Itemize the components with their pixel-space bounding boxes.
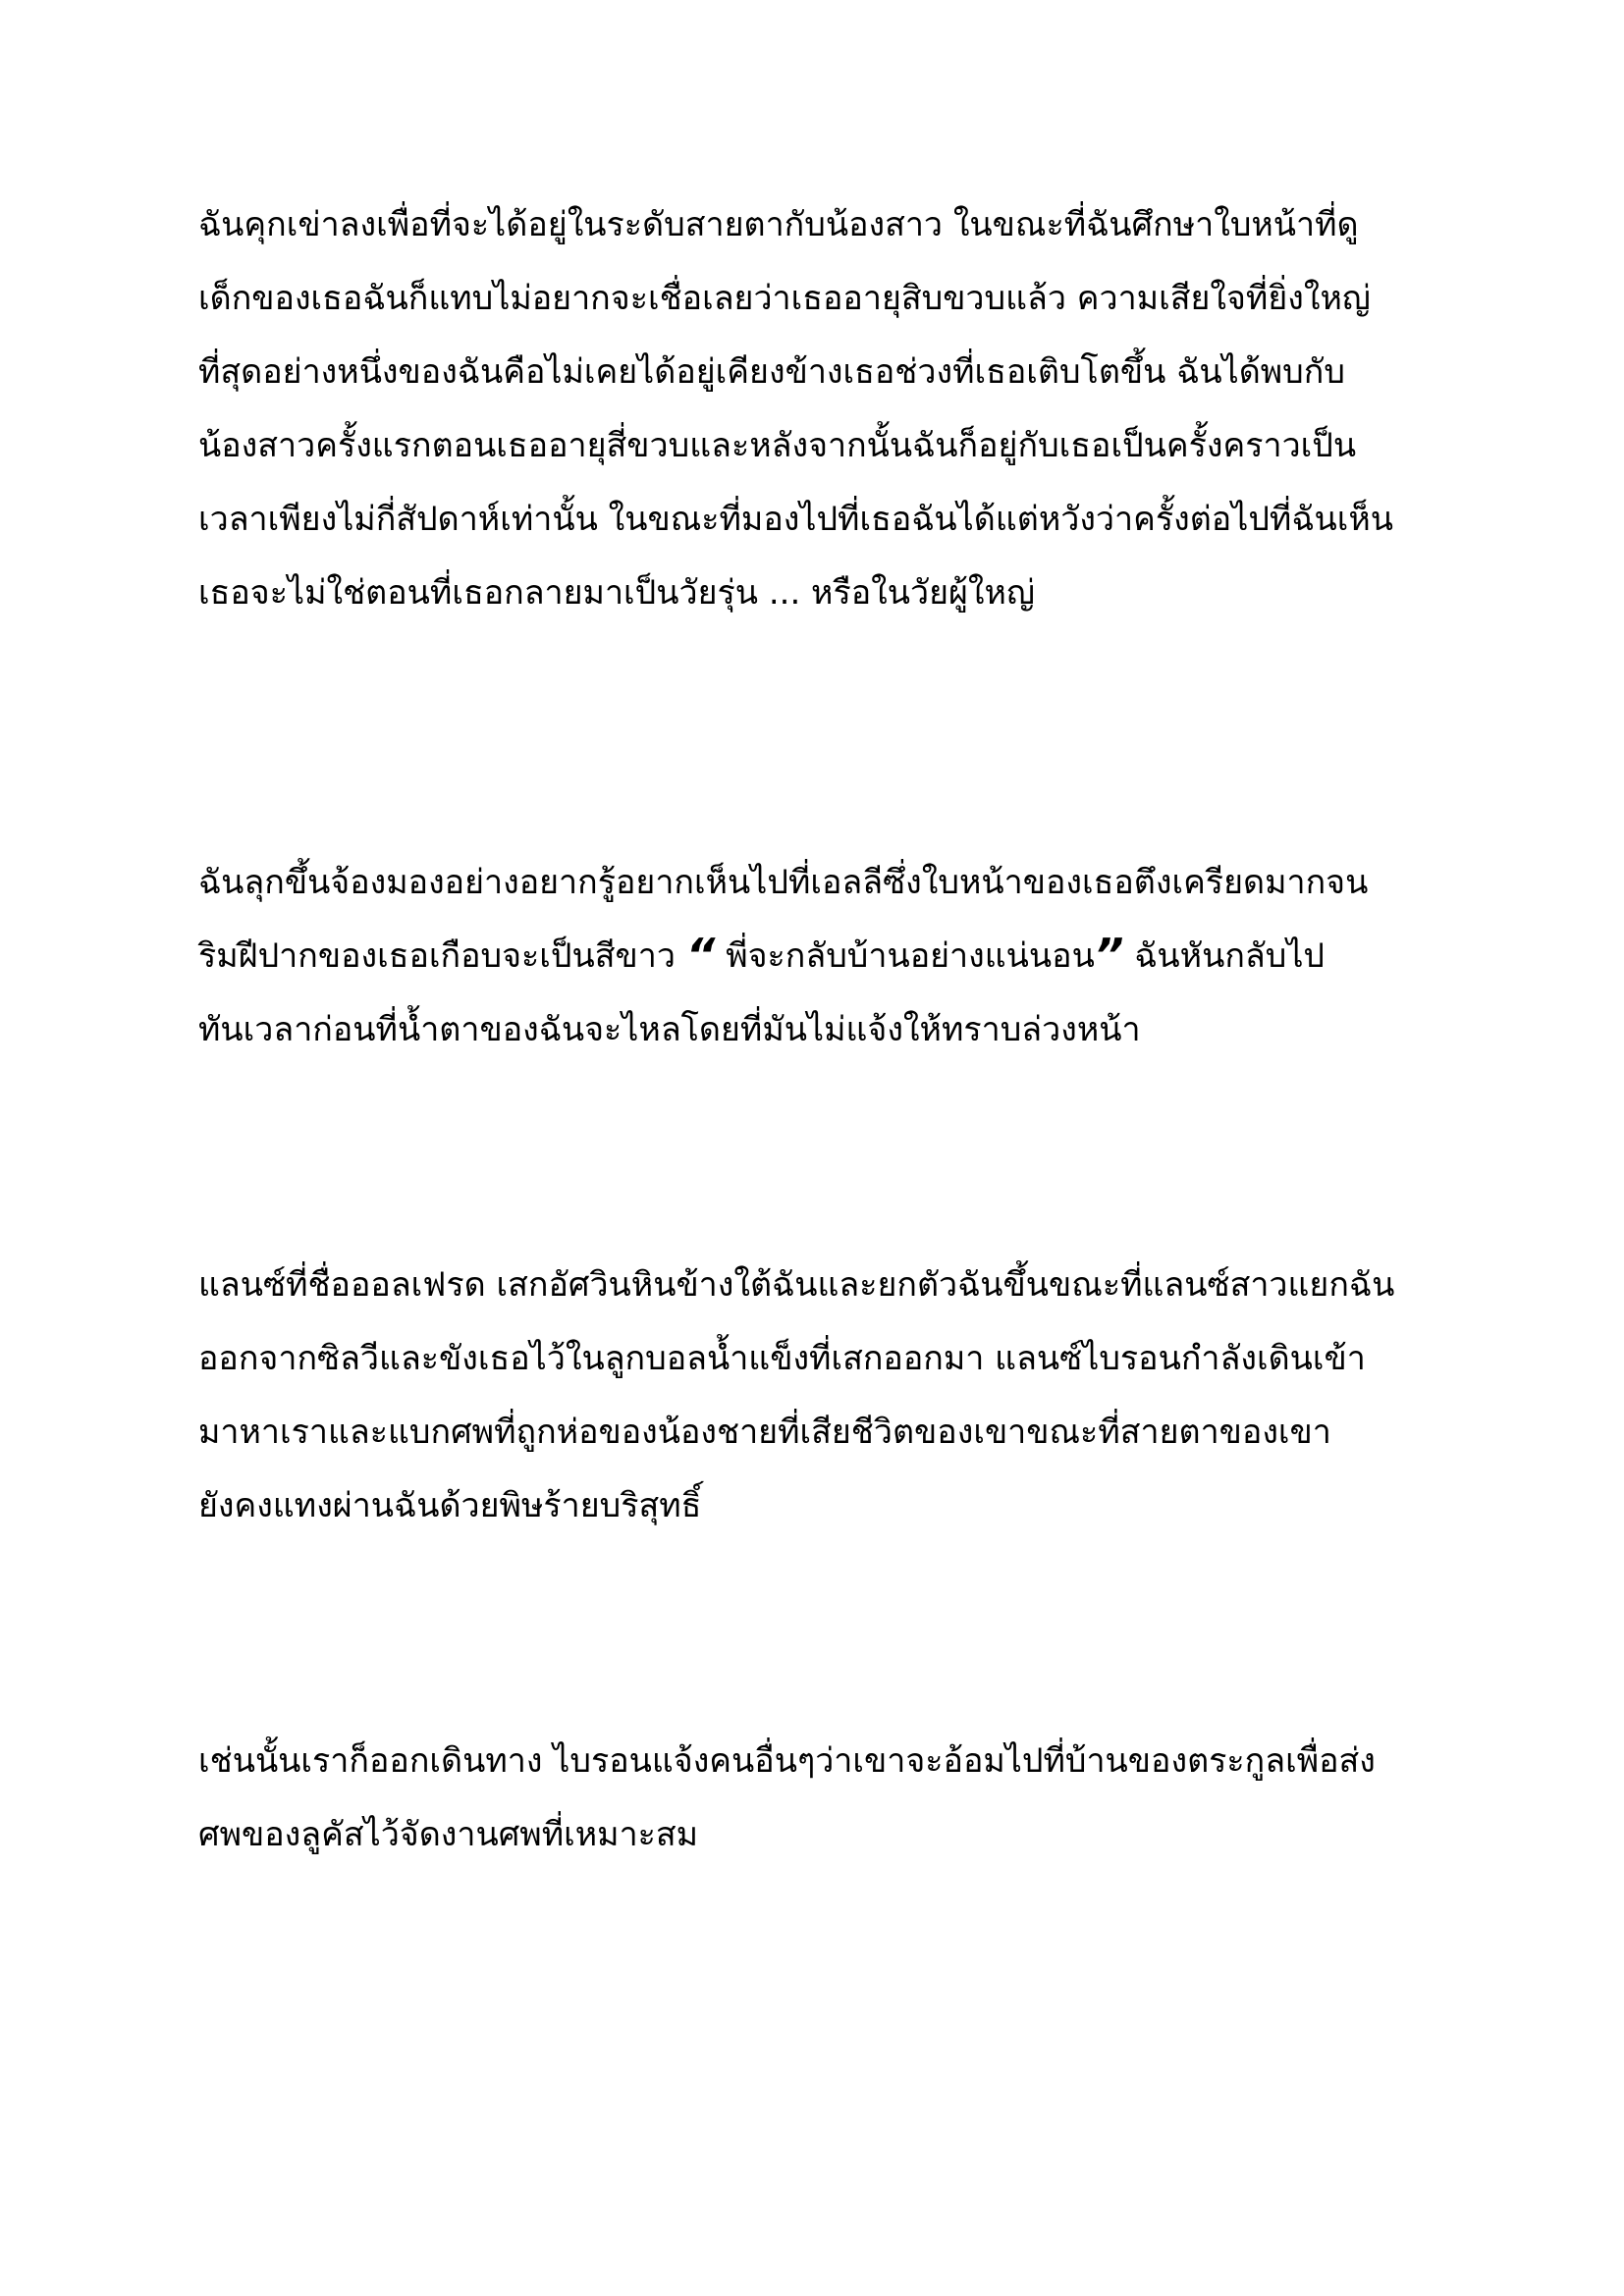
text-line: ที่สุดอย่างหนึ่งของฉันคือไม่เคยได้อยู่เคียงข้างเธอช่วงที่เธอเติบโตขึ้น ฉันได้พบกับ <box>198 352 1345 392</box>
text-line: ออกจากซิลวีและขังเธอไว้ในลูกบอลน้ำแข็งที่เสกออกมา แลนซ์ไบรอนกำลังเดินเข้า <box>198 1339 1366 1378</box>
text-line: ฉันลุกขึ้นจ้องมองอย่างอยากรู้อยากเห็นไปที่เอลลีซึ่งใบหน้าของเธอตึงเครียดมากจน <box>198 863 1369 902</box>
paragraph-3 <box>198 1249 1475 1543</box>
text-line: แลนซ์ที่ชื่อออลเฟรด เสกอัศวินหินข้างใต้ฉันและยกตัวฉันขึ้นขณะที่แลนซ์สาวแยกฉัน <box>198 1265 1395 1305</box>
quoted-speech: พี่จะกลับบ้านอย่างแน่นอน <box>715 936 1095 976</box>
paragraph-1 <box>198 188 1475 630</box>
text-segment: ฉันหันกลับไป <box>1123 936 1326 976</box>
text-line: เธอจะไม่ใช่ตอนที่เธอกลายมาเป็นวัยรุ่น ... หรือในวัยผู้ใหญ่ <box>198 573 1035 613</box>
open-quote-mark: “ <box>685 929 716 982</box>
text-line: เด็กของเธอฉันก็แทบไม่อยากจะเชื่อเลยว่าเธออายุสิบขวบแล้ว ความเสียใจที่ยิ่งใหญ่ <box>198 279 1371 318</box>
text-line: ศพของลูคัสไว้จัดงานศพที่เหมาะสม <box>198 1815 699 1854</box>
text-line: ฉันคุกเข่าลงเพื่อที่จะได้อยู่ในระดับสายตากับน้องสาว ในขณะที่ฉันศึกษาใบหน้าที่ดู <box>198 205 1359 244</box>
paragraph-4 <box>198 1725 1475 1872</box>
text-line-with-quote <box>198 920 1475 993</box>
text-segment: ริมฝีปากของเธอเกือบจะเป็นสีขาว <box>198 936 686 976</box>
text-line: ทันเวลาก่อนที่น้ำตาของฉันจะไหลโดยที่มันไม่แจ้งให้ทราบล่วงหน้า <box>198 1010 1141 1049</box>
text-line: มาหาเราและแบกศพที่ถูกห่อของน้องชายที่เสียชีวิตของเขาขณะที่สายตาของเขา <box>198 1413 1331 1452</box>
paragraph-2 <box>198 846 1475 1067</box>
text-line: เช่นนั้นเราก็ออกเดินทาง ไบรอนแจ้งคนอื่นๆว่าเขาจะอ้อมไปที่บ้านของตระกูลเพื่อส่ง <box>198 1741 1376 1781</box>
text-line: ยังคงแทงผ่านฉันด้วยพิษร้ายบริสุทธิ์ <box>198 1486 702 1525</box>
close-quote-mark: ” <box>1094 929 1124 982</box>
text-line: น้องสาวครั้งแรกตอนเธออายุสี่ขวบและหลังจากนั้นฉันก็อยู่กับเธอเป็นครั้งคราวเป็น <box>198 426 1357 465</box>
text-line: เวลาเพียงไม่กี่สัปดาห์เท่านั้น ในขณะที่มองไปที่เธอฉันได้แต่หวังว่าครั้งต่อไปที่ฉันเห็น <box>198 500 1393 539</box>
